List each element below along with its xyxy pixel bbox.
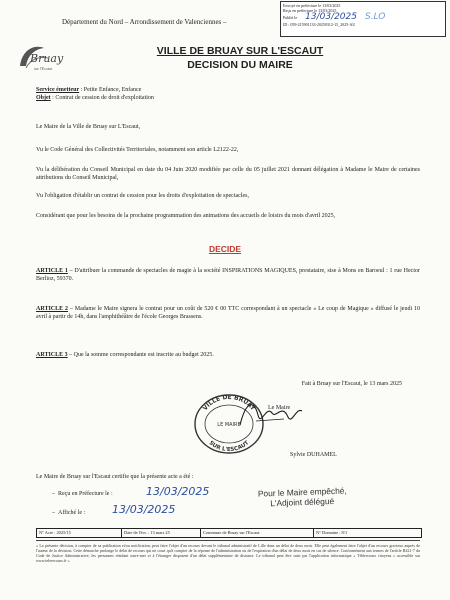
paragraph-deliberation: Vu la délibération du Conseil Municipal en date du 04 Juin 2020 modifiée par celle du 05 juillet 2021 donnant délégation à Madame le Maire de certaines attributions du Conseil Municipal, bbox=[36, 167, 420, 181]
article-2-label: ARTICLE 2 bbox=[36, 306, 69, 312]
objet-line bbox=[36, 95, 416, 103]
delegation-stamp-line2: L'Adjoint délégué bbox=[270, 495, 335, 509]
objet-label: Objet bbox=[36, 95, 51, 101]
footer-divider bbox=[36, 540, 420, 541]
handwritten-affiche-date: 13/03/2025 bbox=[112, 503, 176, 516]
decide-heading: DECIDE bbox=[208, 244, 242, 254]
document-title-decision: DECISION DU MAIRE bbox=[187, 59, 293, 71]
article-1-label: ARTICLE 1 bbox=[36, 268, 68, 274]
service-label: Service émetteur bbox=[36, 87, 80, 93]
stamp-line-received: Reçu en préfecture le 13/03/2025 bbox=[283, 8, 337, 13]
footer-reference-table bbox=[36, 528, 422, 538]
handwritten-code: S.LO bbox=[364, 12, 386, 22]
stamp-line-id: ID : 059-215901133-20250312-15_2025-AU bbox=[283, 22, 356, 27]
department-header: Département du Nord – Arrondissement de Valenciennes – bbox=[62, 18, 227, 26]
article-3 bbox=[36, 352, 420, 360]
article-1 bbox=[36, 268, 420, 283]
article-3-text: – Que la somme correspondante est inscrite au budget 2025. bbox=[67, 352, 214, 358]
delegation-stamp-line1: Pour le Maire empêché, bbox=[257, 485, 347, 499]
objet-value: : Contrat de cession de droit d'exploitation bbox=[50, 95, 154, 101]
city-logo bbox=[16, 40, 66, 74]
article-3-label: ARTICLE 3 bbox=[36, 352, 68, 358]
service-value: : Petite Enfance, Enfance bbox=[79, 87, 142, 93]
recu-label: – Reçu en Préfecture le : bbox=[52, 491, 113, 497]
logo-text: Bruay bbox=[30, 52, 64, 65]
handwritten-recu-date: 13/03/2025 bbox=[146, 485, 210, 498]
article-2 bbox=[36, 306, 420, 321]
seal-center-text: LE MAIRE bbox=[217, 422, 241, 428]
service-line bbox=[36, 87, 416, 95]
affiche-label-text: Affiché le : bbox=[58, 510, 86, 516]
seal-text-bottom: SUR L'ESCAUT bbox=[207, 440, 251, 454]
stamp-publish-row bbox=[283, 13, 443, 22]
article-1-text: – D'attribuer la commande de spectacles de magie à la société INSPIRATIONS MAGIQUES, prestataire, sise à Mons en Baroeul : 1 rue Hector Berlioz, 59370. bbox=[36, 268, 420, 282]
svg-text:SUR L'ESCAUT bbox=[208, 440, 251, 453]
certification-intro: Le Maire de Bruay sur l'Escaut certifie que la présente acte a été : bbox=[36, 474, 194, 480]
affiche-label: – Affiché le : bbox=[52, 510, 86, 516]
signature-place-date: Fait à Bruay sur l'Escaut, le 13 mars 2025 bbox=[301, 381, 402, 387]
footer-commune: Commune de Bruay sur l'Escaut bbox=[201, 529, 314, 537]
stamp-line-sent: Envoyé en préfecture le 13/03/2025 bbox=[283, 3, 341, 8]
footer-acte-number: N° Acte : 2025/15 bbox=[37, 529, 122, 537]
paragraph-code: Vu le Code Général des Collectivités Territoriales, notamment son article L2122-22, bbox=[36, 147, 239, 153]
logo-subtext: sur l'Escaut bbox=[34, 66, 53, 71]
signature-name: Sylvie DUHAMEL bbox=[290, 452, 337, 458]
delegation-stamp bbox=[258, 483, 409, 508]
stamp-line-published: Publié le bbox=[283, 15, 298, 20]
footer-date: Date de l'écr. : 13 mars 25 bbox=[122, 529, 201, 537]
footer-domaine: N° Domaine : 8/1 bbox=[316, 530, 348, 535]
paragraph-maire: Le Maire de la Ville de Bruay sur L'Escaut, bbox=[36, 124, 141, 130]
footer-legal-note: « La présente décision, à compter de sa publication et/ou notification, peut faire l'objet d'un recours devant le tribunal administratif de Lille dans un délai de deux mois. Elle peut également faire l'objet d'un recours gracieux auprès de l'auteur de la décision. Cette démarche prolonge le délai de recours qui ne court qu'à compter de la réponse de l'administration ou de l'expiration d'un délai de deux mois en cas de silence. Conformément aux termes de l'article R421-7 du Code de Justice Administrative, les personnes résidant outre-mer et à l'étranger disposent d'un délai supplémentaire de distance. Le tribunal peut être saisi par l'application informatique « Télérecours citoyens » accessible sur www.telerecours.fr » bbox=[36, 543, 420, 563]
seal-text-top: VILLE DE BRUAY bbox=[201, 393, 257, 413]
paragraph-obligation: Vu l'obligation d'établir un contrat de cession pour les droits d'exploitation de spectacles, bbox=[36, 193, 249, 199]
recu-label-text: Reçu en Préfecture le : bbox=[58, 491, 113, 497]
prefecture-receipt-stamp bbox=[280, 1, 446, 37]
signature-role: Le Maire bbox=[268, 405, 291, 411]
document-title-city: VILLE DE BRUAY SUR L'ESCAUT bbox=[156, 45, 324, 57]
article-2-text: – Madame le Maire signera le contrat pour un coût de 520 € 00 TTC correspondant à un spectacle « Le coup de Magique » diffusé le jeudi 10 avril à partir de 14h, dans l'amphithéâtre de l'école Georges Brassens. bbox=[36, 306, 420, 320]
handwritten-publish-date: 13/03/2025 bbox=[305, 12, 357, 22]
paragraph-considerant: Considérant que pour les besoins de la prochaine programmation des animations des accueils de loisirs du mois d'avril 2025, bbox=[36, 213, 336, 219]
handwritten-signature-icon bbox=[236, 395, 306, 435]
